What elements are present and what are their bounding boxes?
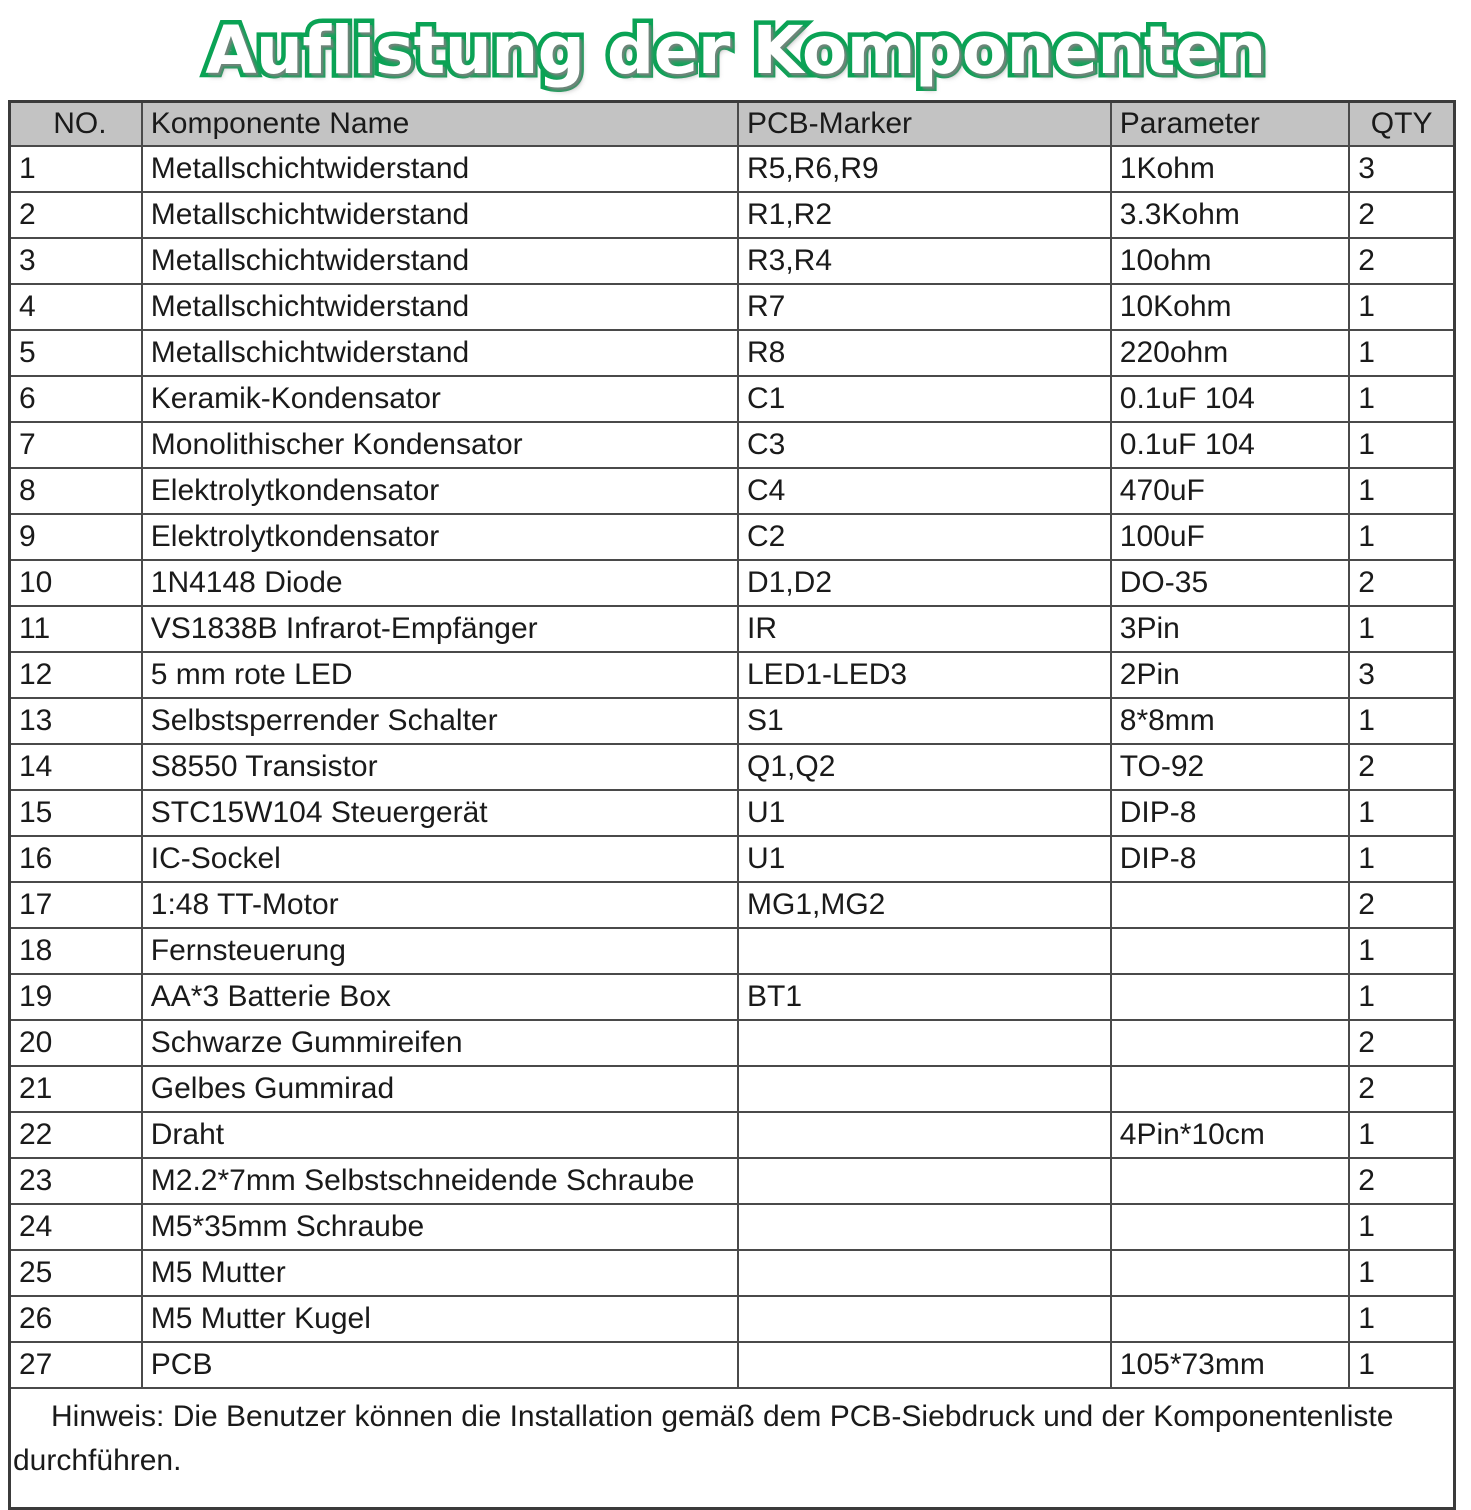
cell-name: Elektrolytkondensator (142, 514, 738, 560)
table-row (10, 698, 1455, 744)
cell-qty: 2 (1349, 238, 1454, 284)
cell-name: Schwarze Gummireifen (142, 1020, 738, 1066)
cell-name: Elektrolytkondensator (142, 468, 738, 514)
table-row (10, 192, 1455, 238)
cell-no: 1 (10, 146, 142, 192)
cell-qty: 3 (1349, 652, 1454, 698)
table-row (10, 1342, 1455, 1388)
cell-qty: 1 (1349, 1296, 1454, 1342)
cell-name: Metallschichtwiderstand (142, 284, 738, 330)
cell-parameter: 3Pin (1111, 606, 1349, 652)
cell-parameter: 1Kohm (1111, 146, 1349, 192)
cell-qty: 1 (1349, 422, 1454, 468)
table-row (10, 238, 1455, 284)
table-row (10, 606, 1455, 652)
cell-name: Monolithischer Kondensator (142, 422, 738, 468)
note-cell (10, 1388, 1455, 1509)
cell-pcb: C1 (738, 376, 1111, 422)
cell-qty: 1 (1349, 514, 1454, 560)
cell-no: 13 (10, 698, 142, 744)
cell-name: Gelbes Gummirad (142, 1066, 738, 1112)
page-title-container (0, 0, 1471, 100)
cell-parameter: 0.1uF 104 (1111, 376, 1349, 422)
cell-qty: 1 (1349, 974, 1454, 1020)
cell-parameter: 100uF (1111, 514, 1349, 560)
cell-pcb: R1,R2 (738, 192, 1111, 238)
cell-qty: 1 (1349, 1204, 1454, 1250)
cell-parameter: 0.1uF 104 (1111, 422, 1349, 468)
cell-parameter (1111, 1296, 1349, 1342)
table-row (10, 1296, 1455, 1342)
cell-pcb: LED1-LED3 (738, 652, 1111, 698)
cell-name: M2.2*7mm Selbstschneidende Schraube (142, 1158, 738, 1204)
cell-no: 20 (10, 1020, 142, 1066)
cell-pcb (738, 1296, 1111, 1342)
table-row (10, 146, 1455, 192)
cell-name: M5 Mutter (142, 1250, 738, 1296)
cell-no: 24 (10, 1204, 142, 1250)
note-text: Hinweis: Die Benutzer können die Installation gemäß dem PCB-Siebdruck und der Komponentenliste durchführen. (13, 1400, 1394, 1477)
table-row (10, 1066, 1455, 1112)
cell-no: 9 (10, 514, 142, 560)
cell-parameter: DO-35 (1111, 560, 1349, 606)
cell-qty: 1 (1349, 836, 1454, 882)
cell-qty: 1 (1349, 698, 1454, 744)
cell-qty: 3 (1349, 146, 1454, 192)
components-table-container (8, 100, 1456, 1510)
table-row (10, 330, 1455, 376)
cell-parameter (1111, 1204, 1349, 1250)
cell-name: AA*3 Batterie Box (142, 974, 738, 1020)
cell-name: 1N4148 Diode (142, 560, 738, 606)
cell-parameter: TO-92 (1111, 744, 1349, 790)
cell-qty: 1 (1349, 1342, 1454, 1388)
cell-no: 19 (10, 974, 142, 1020)
cell-no: 22 (10, 1112, 142, 1158)
cell-parameter (1111, 1158, 1349, 1204)
cell-no: 12 (10, 652, 142, 698)
table-row (10, 468, 1455, 514)
cell-pcb: R8 (738, 330, 1111, 376)
cell-pcb: S1 (738, 698, 1111, 744)
cell-name: M5*35mm Schraube (142, 1204, 738, 1250)
cell-name: Selbstsperrender Schalter (142, 698, 738, 744)
table-row (10, 1158, 1455, 1204)
cell-name: Fernsteuerung (142, 928, 738, 974)
cell-pcb: U1 (738, 836, 1111, 882)
column-header-parameter: Parameter (1111, 102, 1349, 147)
cell-parameter: 4Pin*10cm (1111, 1112, 1349, 1158)
cell-name: Keramik-Kondensator (142, 376, 738, 422)
cell-qty: 2 (1349, 1020, 1454, 1066)
cell-qty: 1 (1349, 284, 1454, 330)
cell-pcb: IR (738, 606, 1111, 652)
cell-pcb: C3 (738, 422, 1111, 468)
cell-qty: 1 (1349, 790, 1454, 836)
cell-name: S8550 Transistor (142, 744, 738, 790)
cell-name: Draht (142, 1112, 738, 1158)
table-row (10, 928, 1455, 974)
table-row (10, 836, 1455, 882)
table-header-row (10, 102, 1455, 147)
cell-no: 16 (10, 836, 142, 882)
cell-parameter: DIP-8 (1111, 836, 1349, 882)
table-body (10, 146, 1455, 1388)
cell-name: M5 Mutter Kugel (142, 1296, 738, 1342)
cell-pcb (738, 1112, 1111, 1158)
table-row (10, 1250, 1455, 1296)
cell-pcb: R3,R4 (738, 238, 1111, 284)
cell-pcb: U1 (738, 790, 1111, 836)
cell-name: VS1838B Infrarot-Empfänger (142, 606, 738, 652)
cell-qty: 2 (1349, 560, 1454, 606)
cell-no: 17 (10, 882, 142, 928)
cell-qty: 1 (1349, 1250, 1454, 1296)
cell-pcb: R5,R6,R9 (738, 146, 1111, 192)
cell-parameter: 10ohm (1111, 238, 1349, 284)
cell-qty: 1 (1349, 468, 1454, 514)
cell-pcb (738, 1204, 1111, 1250)
cell-no: 2 (10, 192, 142, 238)
cell-no: 27 (10, 1342, 142, 1388)
cell-parameter: 3.3Kohm (1111, 192, 1349, 238)
table-row (10, 1020, 1455, 1066)
cell-name: 1:48 TT-Motor (142, 882, 738, 928)
cell-qty: 1 (1349, 330, 1454, 376)
cell-no: 11 (10, 606, 142, 652)
table-row (10, 652, 1455, 698)
cell-pcb: C4 (738, 468, 1111, 514)
cell-qty: 1 (1349, 1112, 1454, 1158)
cell-name: Metallschichtwiderstand (142, 146, 738, 192)
cell-no: 4 (10, 284, 142, 330)
table-row (10, 974, 1455, 1020)
cell-name: Metallschichtwiderstand (142, 192, 738, 238)
table-row (10, 514, 1455, 560)
cell-parameter (1111, 928, 1349, 974)
table-footer (10, 1388, 1455, 1509)
column-header-qty: QTY (1349, 102, 1454, 147)
cell-parameter (1111, 1020, 1349, 1066)
cell-parameter: DIP-8 (1111, 790, 1349, 836)
cell-pcb: R7 (738, 284, 1111, 330)
table-row (10, 560, 1455, 606)
page-title: Auflistung der Komponenten (205, 12, 1266, 89)
cell-name: Metallschichtwiderstand (142, 238, 738, 284)
table-row (10, 790, 1455, 836)
cell-pcb: MG1,MG2 (738, 882, 1111, 928)
table-row (10, 376, 1455, 422)
cell-no: 18 (10, 928, 142, 974)
table-row (10, 1112, 1455, 1158)
note-row (10, 1388, 1455, 1509)
cell-qty: 1 (1349, 928, 1454, 974)
cell-name: 5 mm rote LED (142, 652, 738, 698)
cell-qty: 1 (1349, 606, 1454, 652)
cell-qty: 1 (1349, 376, 1454, 422)
cell-no: 21 (10, 1066, 142, 1112)
cell-name: Metallschichtwiderstand (142, 330, 738, 376)
cell-no: 8 (10, 468, 142, 514)
cell-no: 14 (10, 744, 142, 790)
cell-qty: 2 (1349, 1158, 1454, 1204)
cell-pcb (738, 928, 1111, 974)
cell-parameter: 220ohm (1111, 330, 1349, 376)
cell-pcb (738, 1342, 1111, 1388)
table-row (10, 744, 1455, 790)
table-row (10, 422, 1455, 468)
column-header-pcb: PCB-Marker (738, 102, 1111, 147)
cell-pcb (738, 1020, 1111, 1066)
cell-parameter (1111, 1066, 1349, 1112)
cell-pcb (738, 1066, 1111, 1112)
cell-parameter: 105*73mm (1111, 1342, 1349, 1388)
cell-name: IC-Sockel (142, 836, 738, 882)
table-row (10, 284, 1455, 330)
cell-qty: 2 (1349, 1066, 1454, 1112)
cell-pcb: BT1 (738, 974, 1111, 1020)
column-header-name: Komponente Name (142, 102, 738, 147)
cell-pcb: Q1,Q2 (738, 744, 1111, 790)
cell-name: STC15W104 Steuergerät (142, 790, 738, 836)
cell-no: 3 (10, 238, 142, 284)
cell-pcb: D1,D2 (738, 560, 1111, 606)
cell-parameter (1111, 1250, 1349, 1296)
cell-no: 5 (10, 330, 142, 376)
table-row (10, 882, 1455, 928)
cell-parameter: 10Kohm (1111, 284, 1349, 330)
cell-qty: 2 (1349, 744, 1454, 790)
cell-parameter (1111, 974, 1349, 1020)
cell-no: 10 (10, 560, 142, 606)
cell-qty: 2 (1349, 192, 1454, 238)
cell-name: PCB (142, 1342, 738, 1388)
cell-parameter: 470uF (1111, 468, 1349, 514)
components-table (8, 100, 1456, 1510)
cell-parameter (1111, 882, 1349, 928)
cell-qty: 2 (1349, 882, 1454, 928)
cell-parameter: 2Pin (1111, 652, 1349, 698)
cell-pcb (738, 1158, 1111, 1204)
cell-pcb (738, 1250, 1111, 1296)
cell-pcb: C2 (738, 514, 1111, 560)
cell-parameter: 8*8mm (1111, 698, 1349, 744)
table-header (10, 102, 1455, 147)
table-row (10, 1204, 1455, 1250)
cell-no: 23 (10, 1158, 142, 1204)
cell-no: 26 (10, 1296, 142, 1342)
cell-no: 7 (10, 422, 142, 468)
cell-no: 6 (10, 376, 142, 422)
cell-no: 25 (10, 1250, 142, 1296)
column-header-no: NO. (10, 102, 142, 147)
cell-no: 15 (10, 790, 142, 836)
